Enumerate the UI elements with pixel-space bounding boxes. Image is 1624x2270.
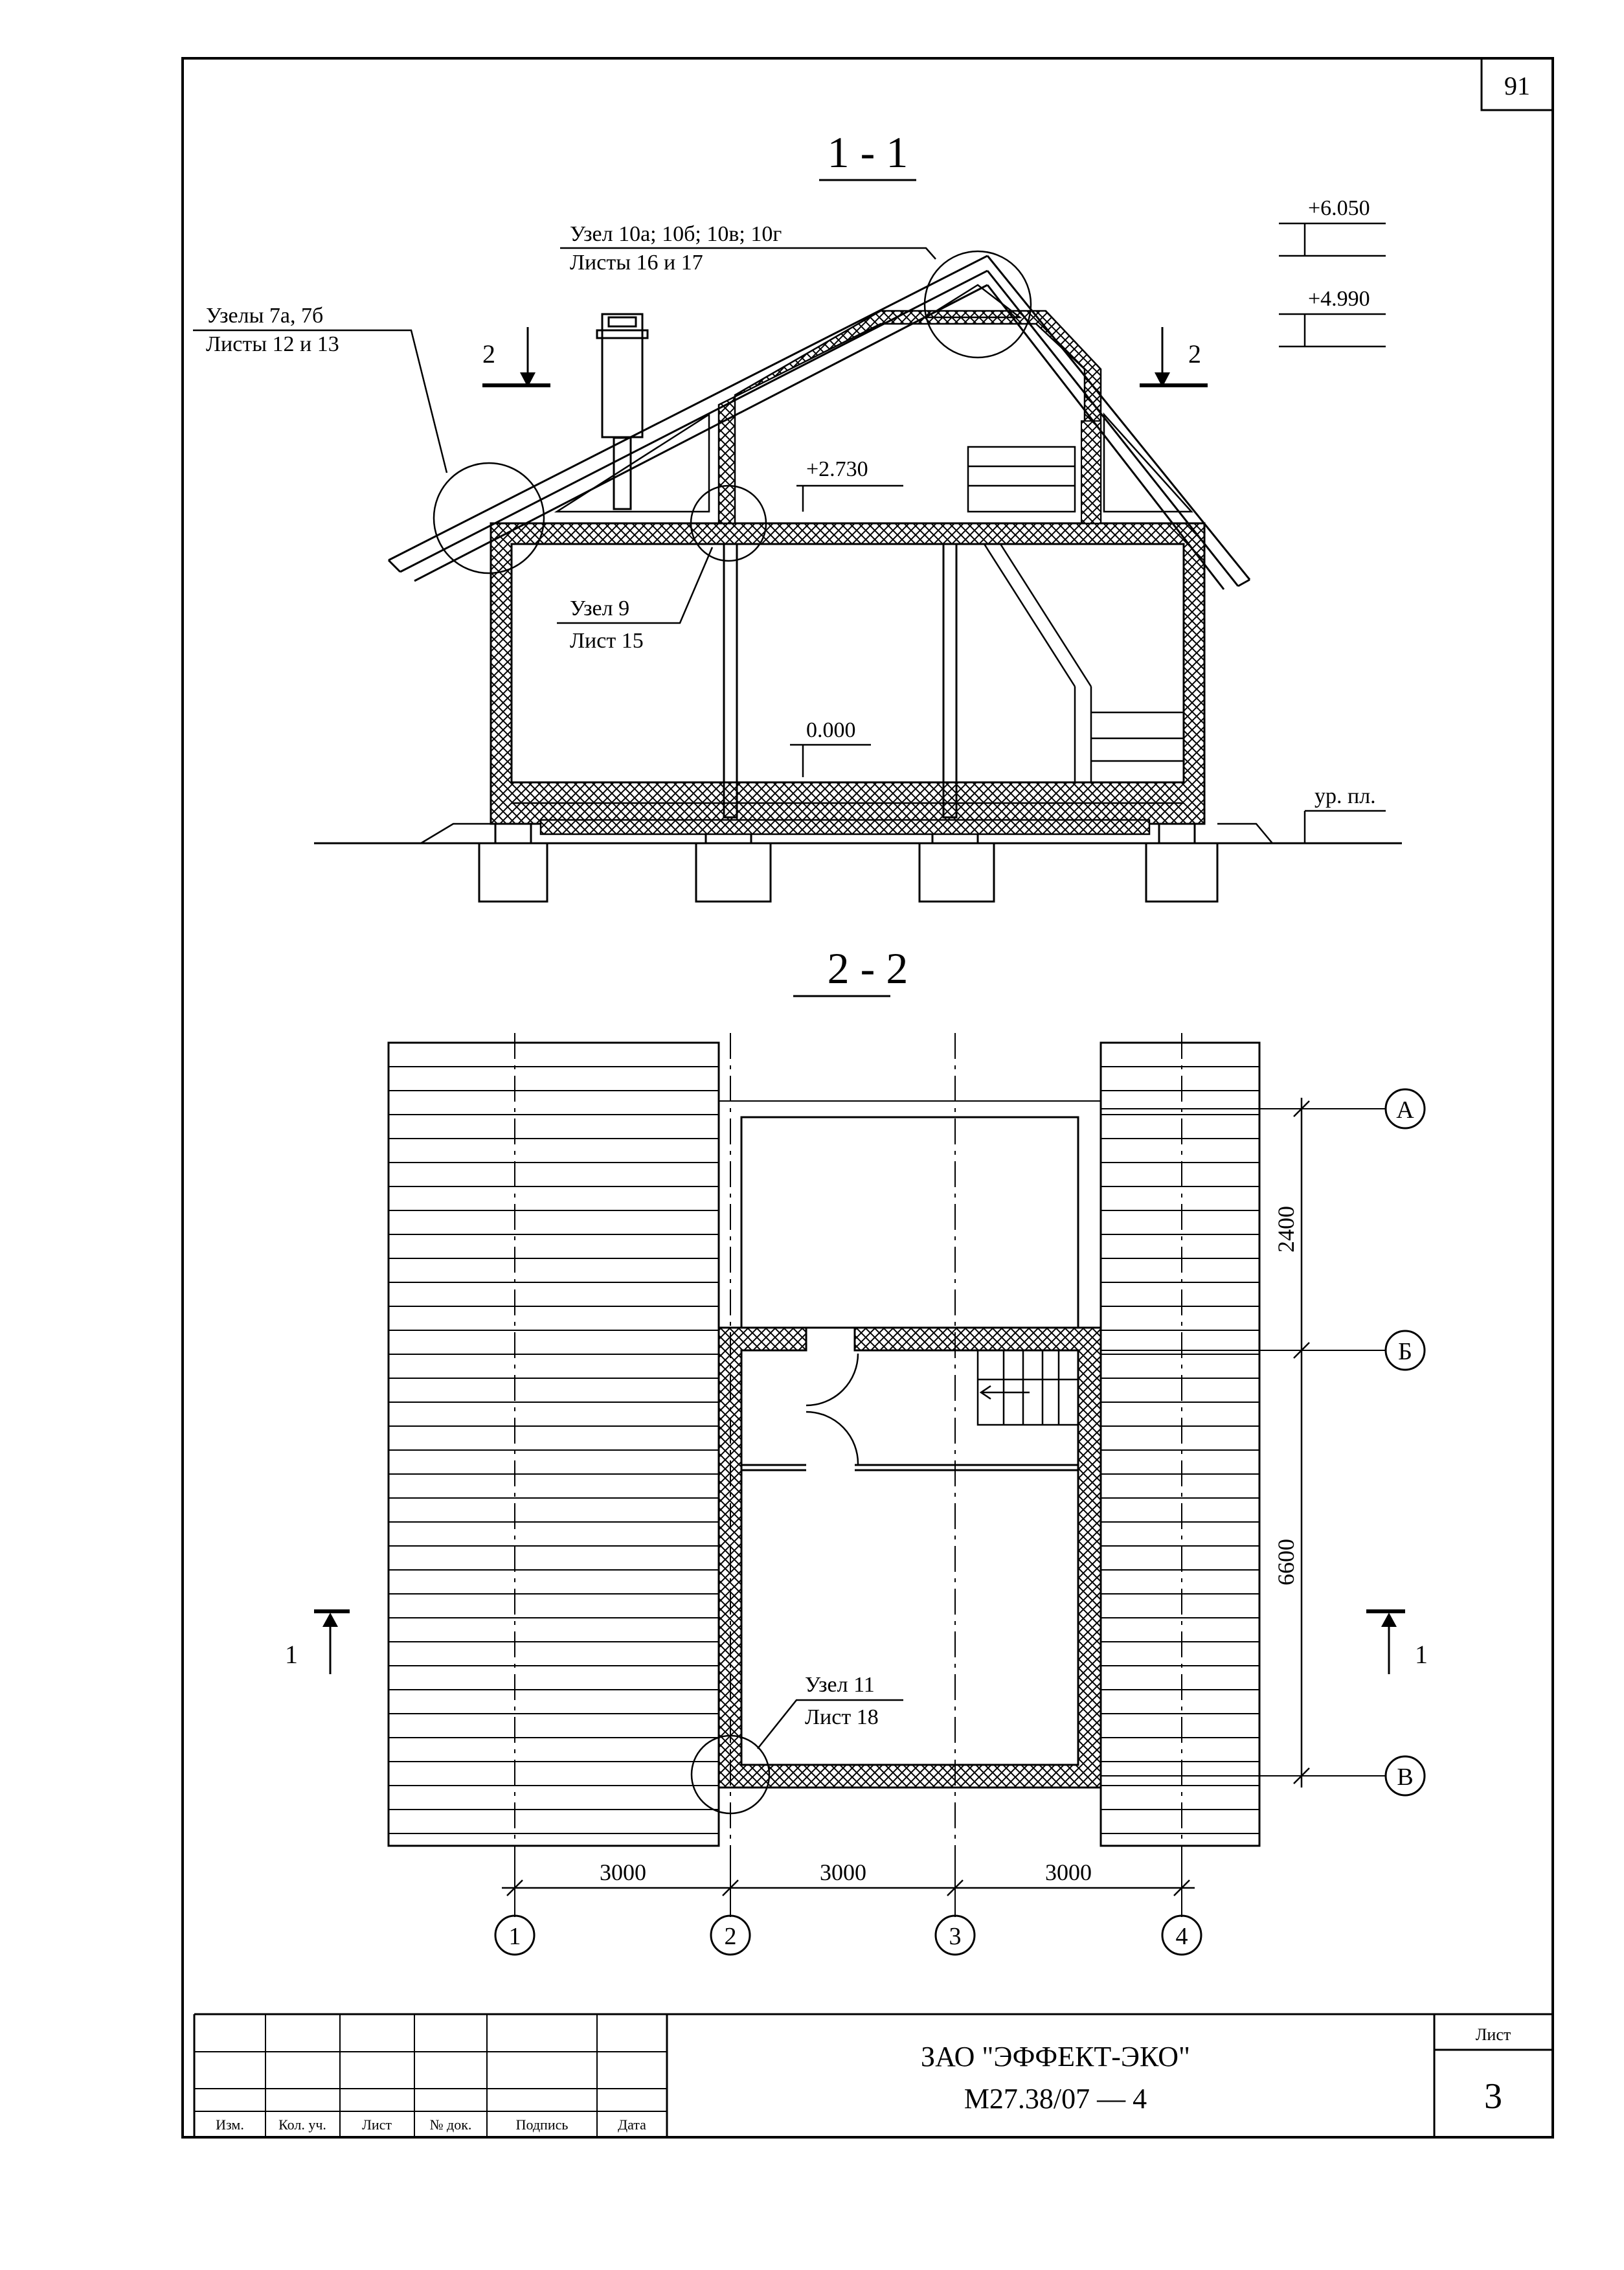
tb-col-kol: Кол. уч. <box>278 2117 326 2133</box>
tb-col-izm: Изм. <box>216 2117 244 2133</box>
tb-sheet-number: 3 <box>1484 2076 1502 2117</box>
tb-doc-code <box>964 2083 1147 2115</box>
plan-insulated-walls <box>719 1328 1101 1788</box>
column-left <box>724 544 737 817</box>
tb-col-date: Дата <box>618 2117 646 2133</box>
floor-slab <box>541 820 1149 834</box>
section-1-title: 1 - 1 <box>827 128 908 177</box>
tb-company: ЗАО "ЭФФЕКТ-ЭКО" <box>921 2041 1190 2072</box>
plan-stair <box>978 1350 1078 1425</box>
dim-v-2: 6600 <box>1273 1539 1299 1585</box>
roof-plank-strip-left <box>389 1043 719 1846</box>
tb-col-list: Лист <box>361 2117 392 2133</box>
axis-number-4: 4 <box>1175 1923 1188 1950</box>
callout-node-11-line2: Лист 18 <box>805 1705 879 1729</box>
cut-mark-2-right: 2 <box>1188 339 1201 369</box>
axis-number-1: 1 <box>508 1923 521 1950</box>
cut-mark-1-left: 1 <box>285 1640 298 1669</box>
dim-h-3: 3000 <box>1045 1859 1092 1885</box>
callout-floor-line2: Лист 15 <box>570 629 644 653</box>
insulated-walls <box>491 523 1204 824</box>
cut-mark-2-left: 2 <box>482 339 495 369</box>
tb-doc-code-main: М27.38/07 <box>964 2083 1090 2115</box>
callout-eave-line1: Узелы 7а, 7б <box>206 304 324 328</box>
axis-letter-a: А <box>1396 1096 1414 1124</box>
door-swings <box>806 1354 858 1465</box>
level-ground: ур. пл. <box>1314 784 1376 808</box>
axis-letter-v: В <box>1397 1764 1414 1791</box>
tb-doc-num: 4 <box>1133 2083 1147 2115</box>
dim-h-2: 3000 <box>820 1859 866 1885</box>
page-number: 91 <box>1504 71 1530 100</box>
callout-ridge-line1: Узел 10а; 10б; 10в; 10г <box>570 222 782 246</box>
roof-plank-strip-right <box>1101 1043 1259 1846</box>
section-1-1 <box>193 128 1402 902</box>
dim-vertical <box>1294 1098 1309 1788</box>
dim-v-1: 2400 <box>1273 1206 1299 1253</box>
callout-ridge-line2: Листы 16 и 17 <box>570 251 703 275</box>
axis-letter-b: Б <box>1398 1338 1412 1365</box>
level-zero: 0.000 <box>806 718 856 742</box>
axis-number-2: 2 <box>724 1923 737 1950</box>
tb-col-sign: Подпись <box>515 2117 569 2133</box>
level-top: +6.050 <box>1308 196 1370 220</box>
level-upper: +4.990 <box>1308 287 1370 311</box>
callout-node-11-line1: Узел 11 <box>805 1673 875 1697</box>
tb-sheet-label: Лист <box>1475 2025 1511 2044</box>
section-2-title: 2 - 2 <box>827 944 908 993</box>
dim-h-1: 3000 <box>600 1859 646 1885</box>
cut-mark-1-right: 1 <box>1415 1640 1428 1669</box>
attic-plan <box>719 1101 1101 1328</box>
title-block <box>194 2014 1553 2137</box>
callout-floor-line1: Узел 9 <box>570 596 630 620</box>
chimney <box>597 314 648 509</box>
axis-number-3: 3 <box>949 1923 962 1950</box>
tb-doc-dash: — <box>1097 2083 1126 2115</box>
column-right <box>943 544 956 817</box>
callout-eave-line2: Листы 12 и 13 <box>206 332 339 356</box>
section-2-2 <box>285 944 1428 1955</box>
tb-col-doc: № док. <box>429 2117 472 2133</box>
level-attic: +2.730 <box>806 457 868 481</box>
